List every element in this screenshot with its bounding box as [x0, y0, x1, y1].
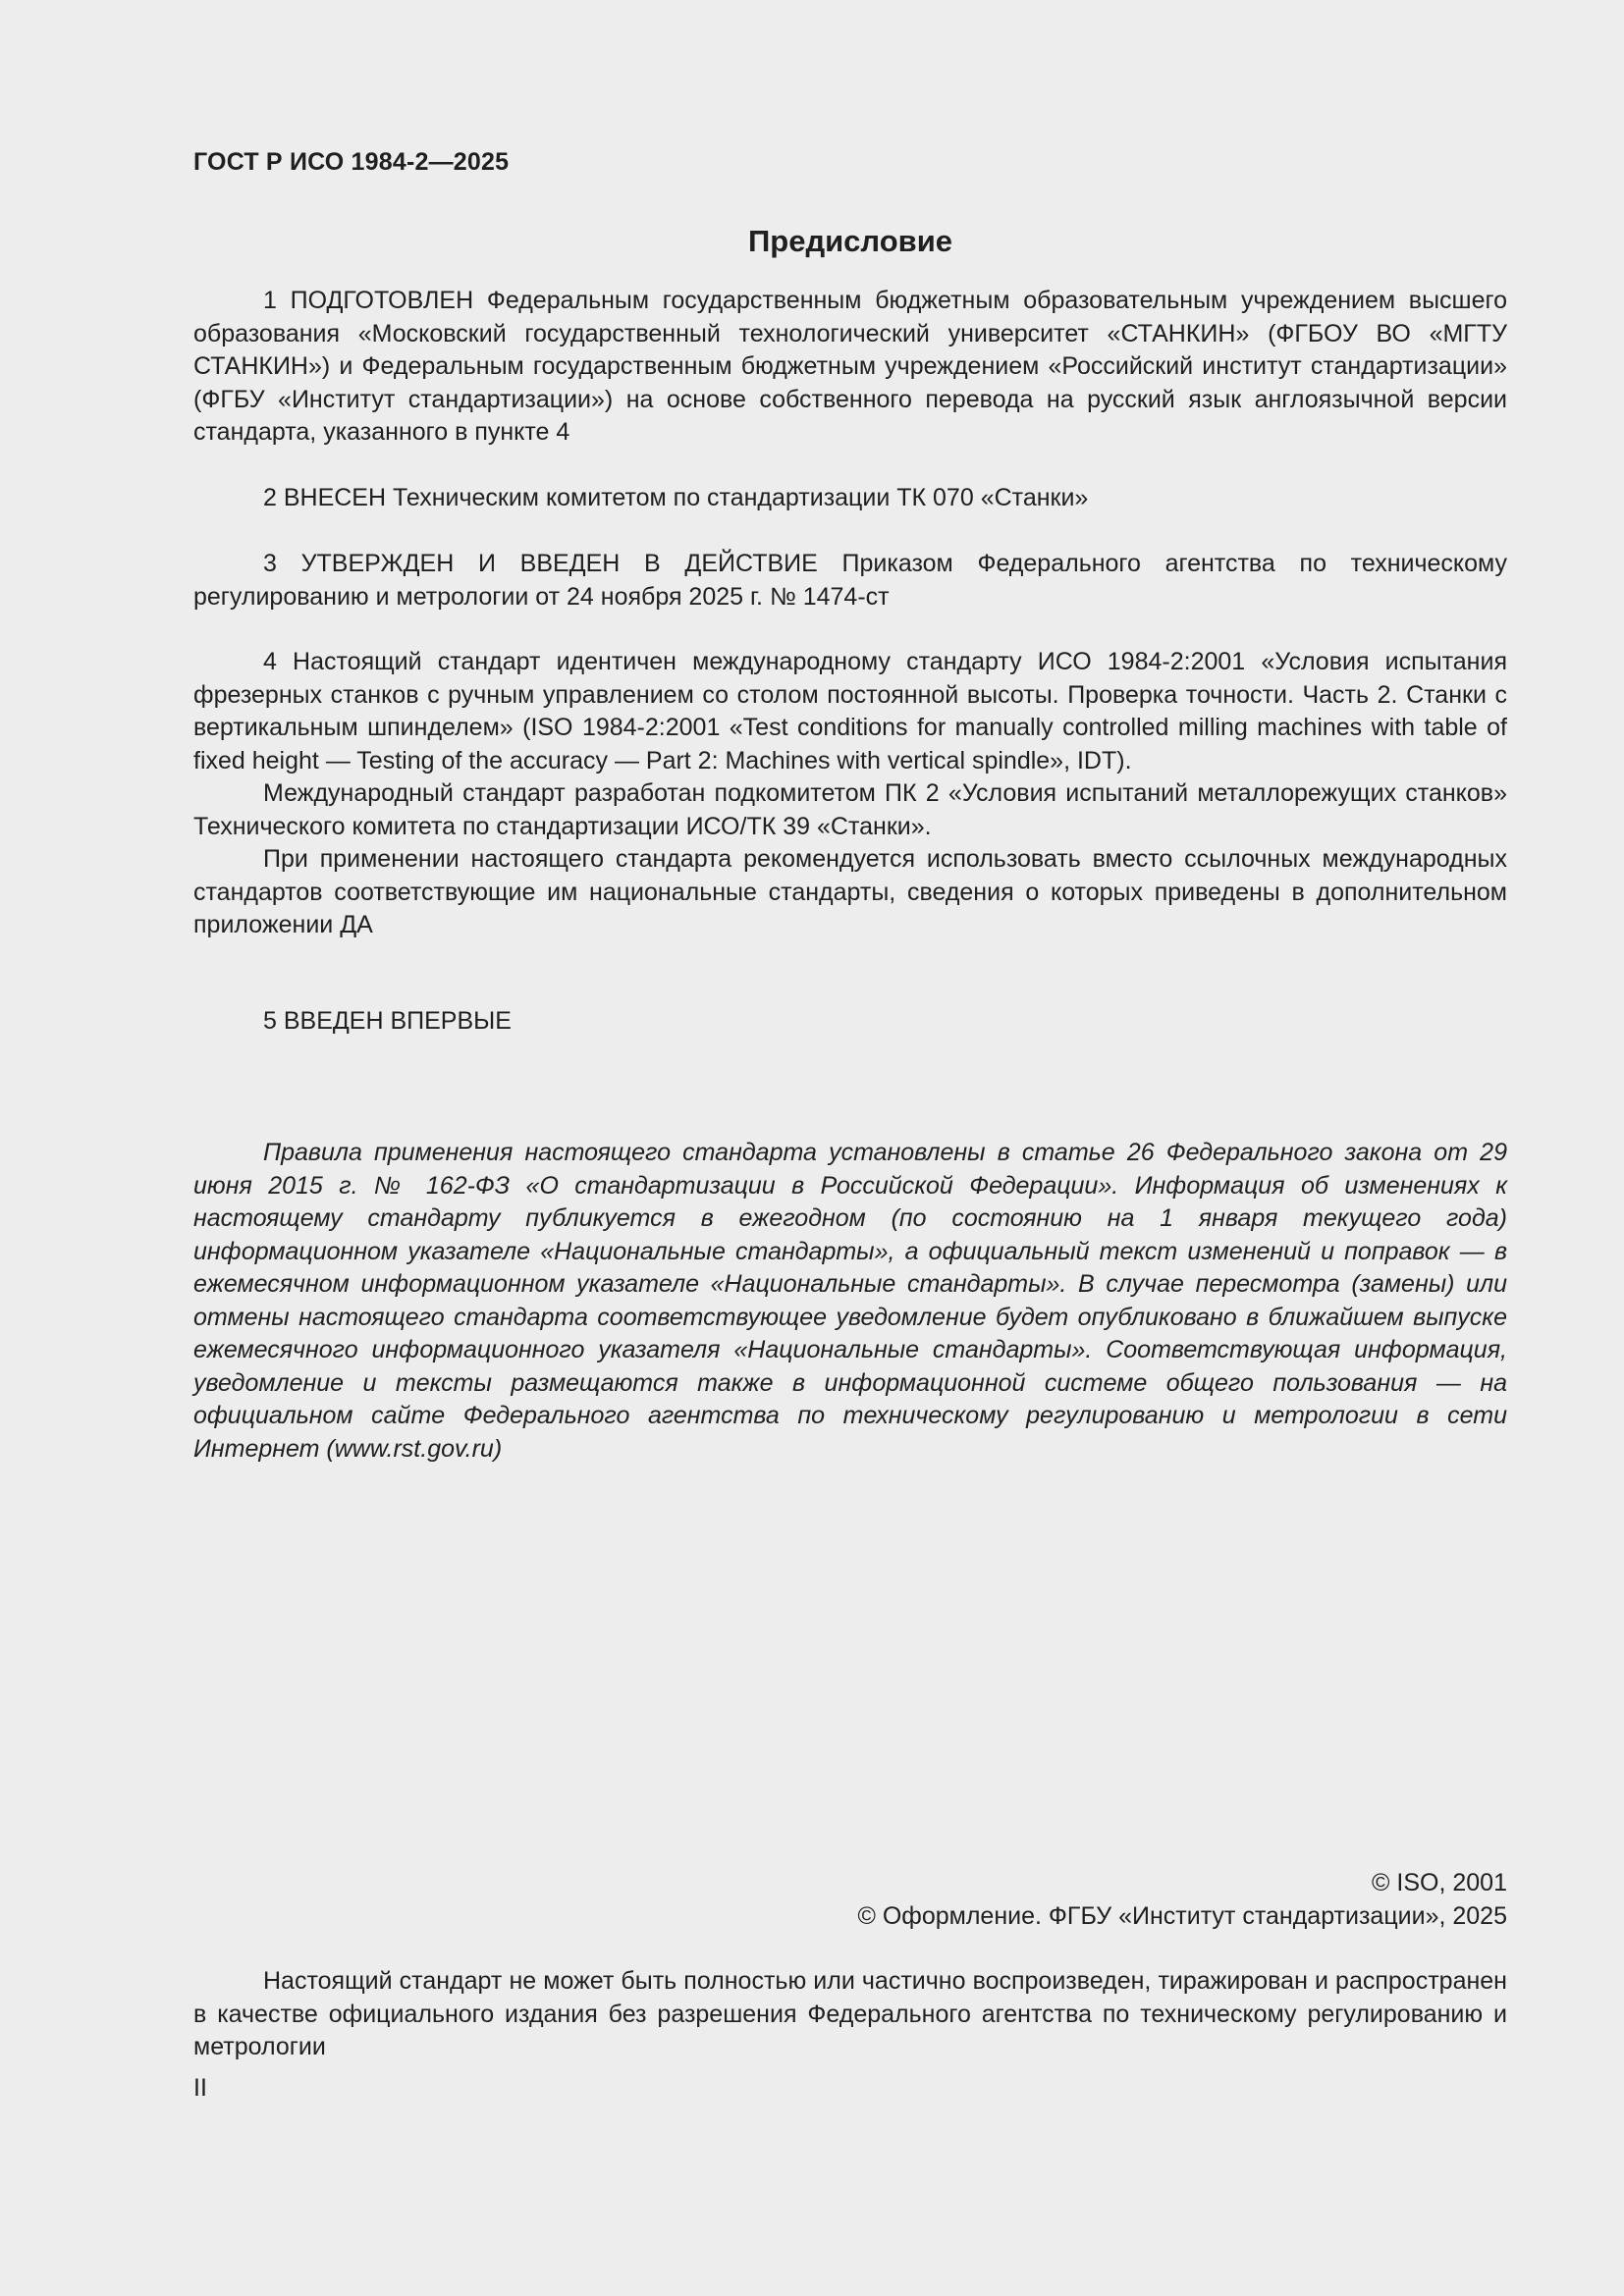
- foreword-item-4-paragraph-2: Международный стандарт разработан подкомитетом ПК 2 «Условия испытаний металлорежущих станков» Технического комитета по стандартизации ИСО/ТК 39 «Станки».: [193, 779, 1507, 840]
- reproduction-notice-text: Настоящий стандарт не может быть полностью или частично воспроизведен, тиражирован и распространен в качестве официального издания без разрешения Федерального агентства по техническому регулированию и метрологии: [193, 1967, 1507, 2060]
- foreword-item-4-paragraph-3: При применении настоящего стандарта рекомендуется использовать вместо ссылочных международных стандартов соответствующие им национальные стандарты, сведения о которых приведены в дополнительном приложении ДА: [193, 845, 1507, 938]
- foreword-item-3-text: 3 УТВЕРЖДЕН И ВВЕДЕН В ДЕЙСТВИЕ Приказом Федерального агентства по техническому регулированию и метрологии от 24 ноября 2025 г. № 1474-ст: [193, 550, 1507, 611]
- document-code: ГОСТ Р ИСО 1984-2—2025: [193, 148, 510, 176]
- foreword-item-5: [193, 1005, 1507, 1039]
- copyright-iso: © ISO, 2001: [1372, 1869, 1507, 1896]
- page-number: II: [193, 2074, 207, 2102]
- copyright-block: [193, 1867, 1507, 1933]
- rules-notice-text: Правила применения настоящего стандарта установлены в статье 26 Федерального закона от 29 июня 2015 г. № 162-ФЗ «О стандартизации в Российской Федерации». Информация об изменениях к настоящему стандарту публикуется в ежегодном (по состоянию на 1 января текущего года) информационном указателе «Национальные стандарты», а официальный текст изменений и поправок — в ежемесячном информационном указателе «Национальные стандарты». В случае пересмотра (замены) или отмены настоящего стандарта соответствующее уведомление будет опубликовано в ближайшем выпуске ежемесячного информационного указателя «Национальные стандарты». Соответствующая информация, уведомление и тексты размещаются также в информационной системе общего пользования — на официальном сайте Федерального агентства по техническому регулированию и метрологии в сети Интернет (www.rst.gov.ru): [193, 1139, 1507, 1463]
- foreword-item-1-text: 1 ПОДГОТОВЛЕН Федеральным государственным бюджетным образовательным учреждением высшего образования «Московский государственный технологический университет «СТАНКИН» (ФГБОУ ВО «МГТУ СТАНКИН») и Федеральным государственным бюджетным учреждением «Российский институт стандартизации» (ФГБУ «Институт стандартизации») на основе собственного перевода на русский язык англоязычной версии стандарта, указанного в пункте 4: [193, 287, 1507, 446]
- reproduction-notice: [193, 1965, 1507, 2064]
- foreword-item-4: [193, 646, 1507, 942]
- foreword-item-4-text: 4 Настоящий стандарт идентичен международному стандарту ИСО 1984-2:2001 «Условия испытания фрезерных станков с ручным управлением со столом постоянной высоты. Проверка точности. Часть 2. Станки с вертикальным шпинделем» (ISO 1984-2:2001 «Test conditions for manually controlled milling machines with table of fixed height — Testing of the accuracy — Part 2: Machines with vertical spindle», IDT).: [193, 648, 1507, 774]
- foreword-item-2-text: 2 ВНЕСЕН Техническим комитетом по стандартизации ТК 070 «Станки»: [263, 484, 1089, 511]
- foreword-item-5-text: 5 ВВЕДЕН ВПЕРВЫЕ: [263, 1007, 512, 1035]
- foreword-item-2: [193, 482, 1507, 515]
- foreword-title: Предисловие: [747, 224, 952, 258]
- copyright-design: © Оформление. ФГБУ «Институт стандартизации», 2025: [857, 1901, 1507, 1930]
- rules-notice: [193, 1137, 1507, 1466]
- foreword-item-1: [193, 285, 1507, 450]
- foreword-item-3: [193, 548, 1507, 614]
